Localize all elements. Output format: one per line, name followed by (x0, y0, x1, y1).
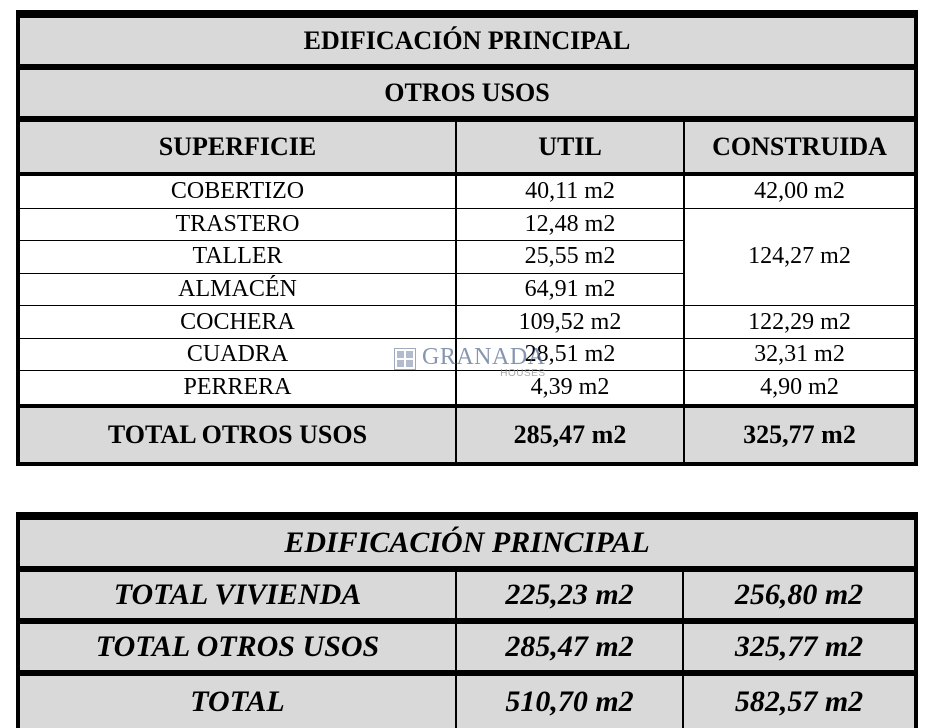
table2-title: EDIFICACIÓN PRINCIPAL (284, 526, 650, 559)
table-row-construida: 32,31 m2 (685, 339, 914, 372)
total-util: 285,47 m2 (457, 408, 685, 462)
table-row-name: CUADRA (20, 339, 457, 372)
total-construida: 325,77 m2 (743, 420, 856, 449)
table1-title: EDIFICACIÓN PRINCIPAL (303, 26, 631, 55)
table-row-util: 64,91 m2 (457, 274, 685, 307)
summary-util: 285,47 m2 (457, 624, 684, 670)
table1-body (20, 176, 914, 404)
table-row-util: 12,48 m2 (457, 209, 685, 242)
summary-label: TOTAL VIVIENDA (20, 572, 457, 618)
table-row-name: COBERTIZO (20, 176, 457, 209)
watermark-sub-text: HOUSES (500, 368, 546, 379)
summary-construida: 325,77 m2 (734, 630, 864, 663)
table1-subtitle-row (20, 70, 914, 116)
table-row-name: TALLER (20, 241, 457, 274)
table-row-util: 40,11 m2 (457, 176, 685, 209)
header-superficie: SUPERFICIE (20, 122, 457, 172)
table-row (20, 572, 914, 618)
summary-util: 225,23 m2 (457, 572, 684, 618)
table1-header-row (20, 122, 914, 172)
table-row-construida-merged: 124,27 m2 (685, 209, 914, 307)
header-util: UTIL (457, 122, 685, 172)
watermark-main-text: GRANADA (422, 344, 546, 370)
summary-label: TOTAL OTROS USOS (20, 624, 457, 670)
table1-total-row (20, 408, 914, 462)
table-row-util: 109,52 m2 (457, 306, 685, 339)
total-label: TOTAL OTROS USOS (20, 408, 457, 462)
header-construida: CONSTRUIDA (712, 132, 887, 161)
summary-util: 510,70 m2 (457, 676, 684, 728)
summary-construida: 582,57 m2 (734, 685, 864, 718)
table-row-util: 4,39 m2 (457, 371, 685, 404)
summary-table (16, 512, 918, 728)
table-row-name: COCHERA (20, 306, 457, 339)
table-row-name: ALMACÉN (20, 274, 457, 307)
table-row-construida: 122,29 m2 (685, 306, 914, 339)
table-row-util: 25,55 m2 (457, 241, 685, 274)
summary-construida: 256,80 m2 (734, 578, 864, 611)
table1-title-row (20, 18, 914, 64)
table-row (20, 624, 914, 670)
table2-title-row (20, 520, 914, 566)
summary-label: TOTAL (20, 676, 457, 728)
table-row-util: 28,51 m2 (457, 339, 685, 372)
otros-usos-table (16, 10, 918, 466)
table-row-construida: 42,00 m2 (685, 176, 914, 209)
table1-subtitle: OTROS USOS (384, 78, 550, 107)
table-row-construida: 4,90 m2 (685, 371, 914, 404)
table-row-name: PERRERA (20, 371, 457, 404)
table-row (20, 676, 914, 728)
table-row-name: TRASTERO (20, 209, 457, 242)
